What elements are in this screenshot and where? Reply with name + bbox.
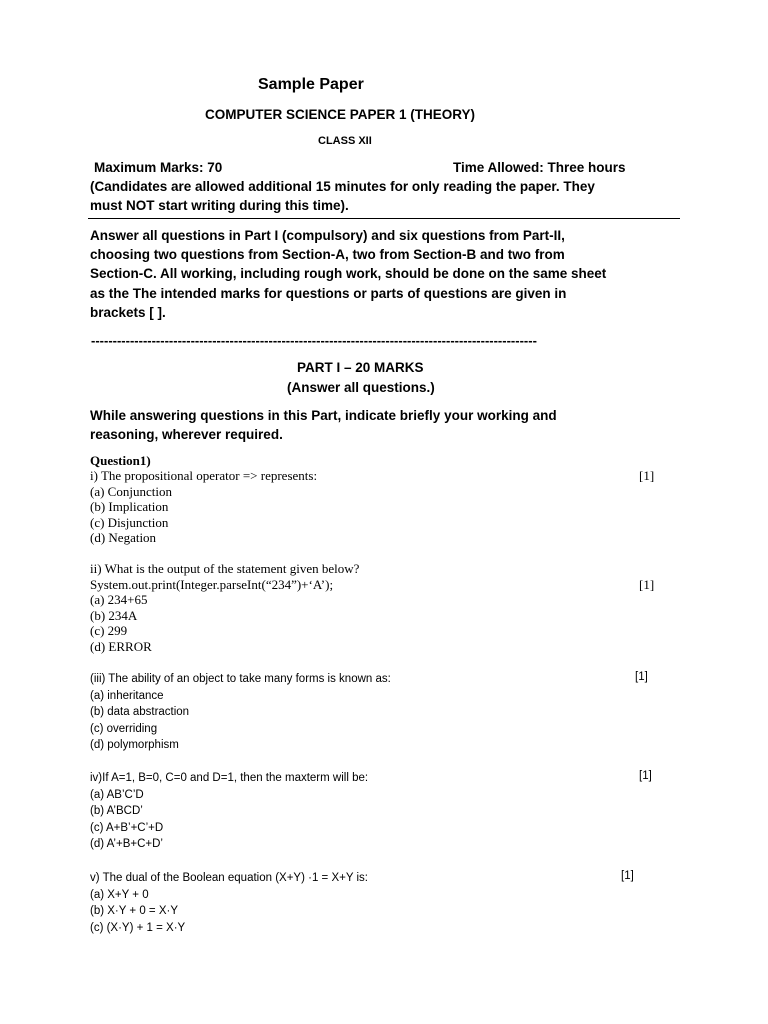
instructions-line1: Answer all questions in Part I (compulsory) and six questions from Part-II, (90, 228, 565, 243)
option-b: (b) A’BCD’ (90, 805, 143, 817)
time-allowed: Time Allowed: Three hours (453, 160, 626, 175)
question-i-marks: [1] (639, 468, 655, 483)
option-c: (c) overriding (90, 722, 158, 735)
option-a: (a) AB’C’D (90, 788, 144, 801)
maximum-marks: Maximum Marks: 70 (94, 160, 223, 175)
question-iii (90, 671, 391, 754)
paper-subject-title: COMPUTER SCIENCE PAPER 1 (THEORY) (205, 107, 476, 122)
question-text: i) The propositional operator => represents: (90, 468, 318, 483)
option-c: (c) (X·Y) + 1 = X·Y (90, 921, 186, 934)
option-d: (d) Negation (90, 530, 157, 545)
part1-intro-line2: reasoning, wherever required. (90, 427, 283, 442)
part1-title: PART I – 20 MARKS (297, 360, 424, 375)
question1-heading: Question1) (90, 453, 151, 468)
question-iv-marks: [1] (639, 770, 652, 782)
option-c: (c) 299 (90, 623, 128, 638)
dashed-separator: ------------------------------------------------------------------------------------------------------- (91, 333, 537, 348)
question-text: ii) What is the output of the statement given below? (90, 561, 360, 576)
option-b: (b) 234A (90, 607, 138, 623)
question-text: v) The dual of the Boolean equation (X+Y) ·1 = X+Y is: (90, 872, 368, 884)
question-v (90, 870, 368, 936)
option-b: (b) X·Y + 0 = X·Y (90, 905, 178, 917)
instructions-line2: choosing two questions from Section-A, two from Section-B and two from (90, 247, 565, 262)
option-a: (a) Conjunction (90, 483, 172, 499)
instructions-line4: as the The intended marks for questions or parts of questions are given in (90, 286, 567, 301)
question-iii-marks: [1] (635, 671, 648, 683)
instructions-line5: brackets [ ]. (90, 305, 166, 320)
option-a: (a) inheritance (90, 689, 164, 702)
option-b: (b) data abstraction (90, 706, 190, 718)
paper-heading: Sample Paper (258, 76, 364, 93)
question-text: iv)If A=1, B=0, C=0 and D=1, then the maxterm will be: (90, 772, 369, 784)
option-c: (c) Disjunction (90, 514, 169, 530)
question-text: (iii) The ability of an object to take many forms is known as: (90, 673, 391, 685)
option-a: (a) 234+65 (90, 592, 148, 607)
question-ii (90, 561, 359, 654)
part1-intro-line1: While answering questions in this Part, indicate briefly your working and (90, 408, 557, 423)
question-i (90, 468, 317, 546)
reading-time-note-line1: (Candidates are allowed additional 15 minutes for only reading the paper. They (90, 179, 595, 194)
option-b: (b) Implication (90, 499, 169, 514)
reading-time-note-line2: must NOT start writing during this time). (90, 198, 349, 213)
question-iv (90, 770, 368, 853)
question-code: System.out.print(Integer.parseInt(“234”)+‘A’); (90, 576, 334, 592)
option-d: (d) ERROR (90, 638, 152, 654)
class-label: CLASS XII (318, 135, 372, 147)
option-a: (a) X+Y + 0 (90, 888, 149, 901)
header-divider (88, 218, 680, 219)
question-ii-marks: [1] (639, 577, 655, 592)
option-c: (c) A+B’+C’+D (90, 821, 164, 834)
instructions-line3: Section-C. All working, including rough work, should be done on the same sheet (90, 266, 607, 281)
option-d: (d) A’+B+C+D’ (90, 838, 163, 850)
question-v-marks: [1] (621, 870, 634, 882)
option-d: (d) polymorphism (90, 739, 179, 751)
part1-subtitle: (Answer all questions.) (287, 380, 435, 395)
